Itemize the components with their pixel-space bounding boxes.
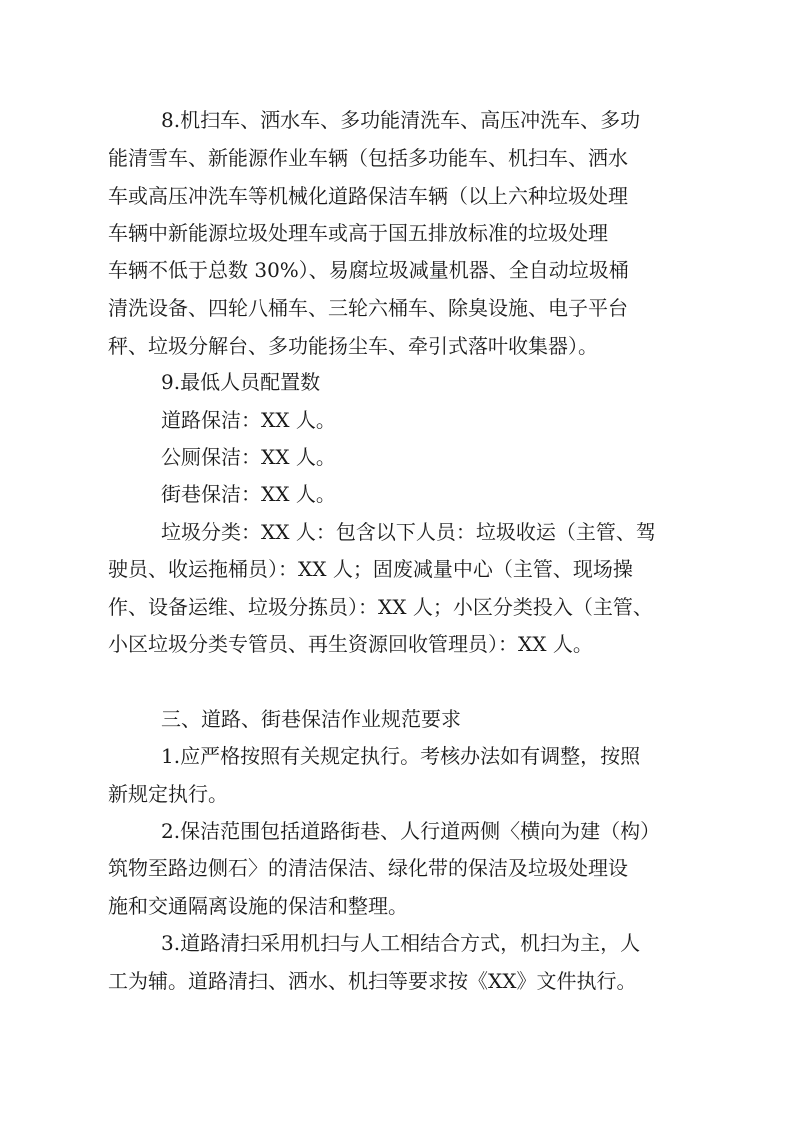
road-cleaning-staff: 道路保洁：XX 人。 — [161, 408, 336, 432]
item8-line-5: 车辆不低于总数 30%）、易腐垃圾减量机器、全自动垃圾桶 — [108, 258, 629, 282]
alley-cleaning-staff: 街巷保洁：XX 人。 — [161, 482, 336, 506]
item9-title: 9.最低人员配置数 — [161, 370, 321, 394]
item8-line-7: 秤、垃圾分解台、多功能扬尘车、牵引式落叶收集器）。 — [108, 334, 598, 358]
item8-line-1: 8.机扫车、洒水车、多功能清洗车、高压冲洗车、多功 — [161, 108, 641, 132]
section3-p3-line-1: 3.道路清扫采用机扫与人工相结合方式，机扫为主，人 — [161, 931, 641, 955]
section3-heading: 三、道路、街巷保洁作业规范要求 — [161, 707, 461, 731]
sorting-staff-line-2: 驶员、收运拖桶员）：XX 人；固废减量中心（主管、现场操 — [108, 557, 633, 581]
section3-p2-line-3: 施和交通隔离设施的保洁和整理。 — [108, 894, 408, 918]
section3-p1-line-2: 新规定执行。 — [108, 782, 228, 806]
section3-p1-line-1: 1.应严格按照有关规定执行。考核办法如有调整，按照 — [161, 744, 641, 768]
item8-line-4: 车辆中新能源垃圾处理车或高于国五排放标准的垃圾处理 — [108, 221, 608, 245]
sorting-staff-line-4: 小区垃圾分类专管员、再生资源回收管理员）：XX 人。 — [108, 632, 593, 656]
sorting-staff-line-1: 垃圾分类：XX 人：包含以下人员：垃圾收运（主管、驾 — [161, 520, 656, 544]
item8-line-3: 车或高压冲洗车等机械化道路保洁车辆（以上六种垃圾处理 — [108, 184, 628, 208]
toilet-cleaning-staff: 公厕保洁：XX 人。 — [161, 445, 336, 469]
item8-line-2: 能清雪车、新能源作业车辆（包括多功能车、机扫车、洒水 — [108, 146, 628, 170]
sorting-staff-line-3: 作、设备运维、垃圾分拣员）：XX 人；小区分类投入（主管、 — [108, 595, 653, 619]
section3-p3-line-2: 工为辅。道路清扫、洒水、机扫等要求按《XX》文件执行。 — [108, 969, 637, 993]
item8-line-6: 清洗设备、四轮八桶车、三轮六桶车、除臭设施、电子平台 — [108, 296, 628, 320]
section3-p2-line-1: 2.保洁范围包括道路街巷、人行道两侧〈横向为建（构） — [161, 819, 661, 843]
section3-p2-line-2: 筑物至路边侧石〉的清洁保洁、绿化带的保洁及垃圾处理设 — [108, 856, 628, 880]
